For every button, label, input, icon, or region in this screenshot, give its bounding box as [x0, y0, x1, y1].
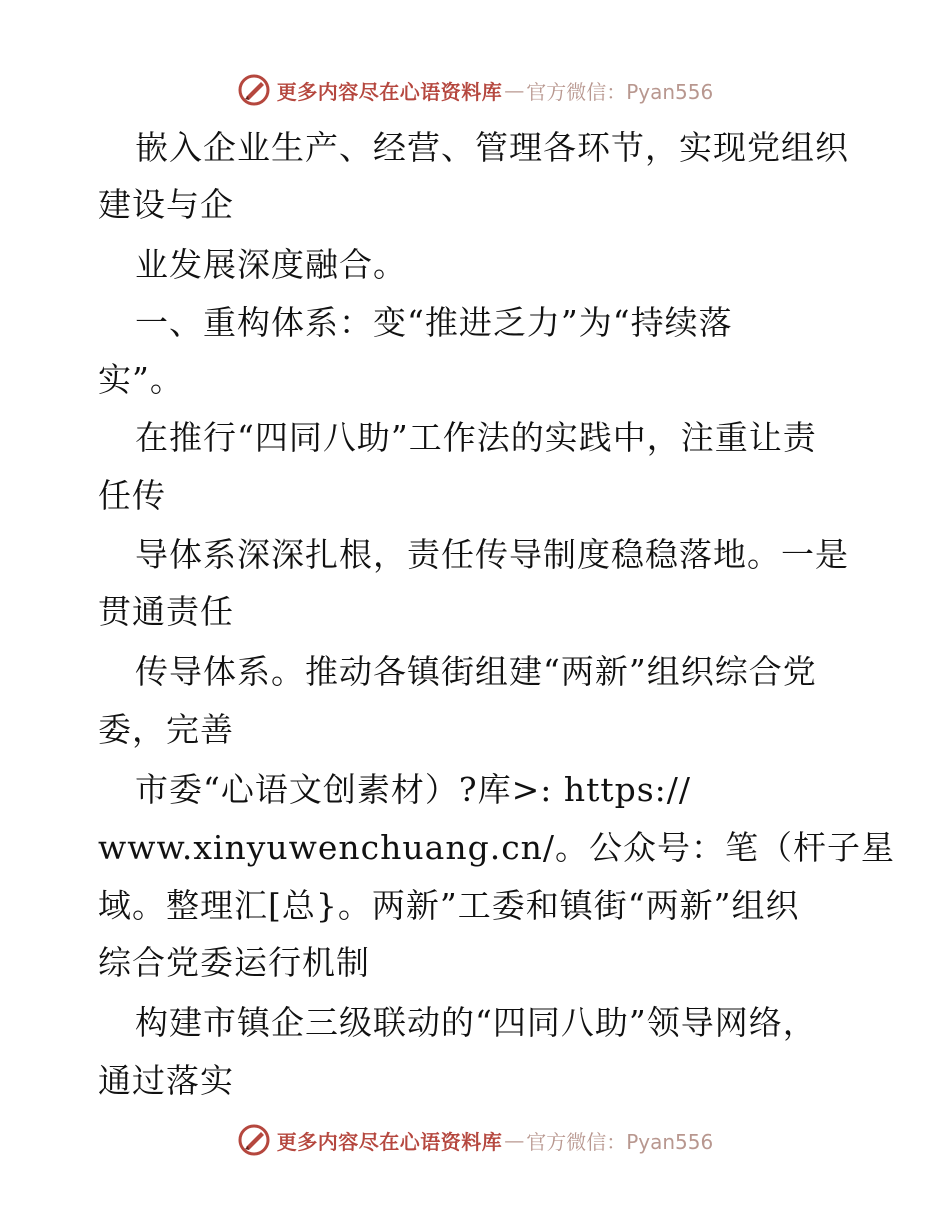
banner-dash: —	[504, 78, 525, 102]
section-heading: 一、重构体系：变“推进乏力”为“持续落	[135, 303, 733, 342]
text-line: 任传	[98, 476, 166, 515]
text-line: 市委“心语文创素材）?库>: https://	[135, 770, 692, 809]
text-line: 委，完善	[98, 710, 234, 749]
text-line: 贯通责任	[98, 592, 234, 631]
banner-site-text: 更多内容尽在心语资料库	[276, 1129, 503, 1154]
text-line: 通过落实	[98, 1061, 234, 1100]
brush-logo-icon	[237, 1123, 271, 1157]
text-line: 建设与企	[98, 185, 234, 224]
text-line: 传导体系。推动各镇街组建“两新”组织综合党	[135, 652, 817, 691]
text-line: 业发展深度融合。	[135, 245, 407, 284]
text-line: 导体系深深扎根，责任传导制度稳稳落地。一是	[135, 535, 849, 574]
text-line: 综合党委运行机制	[98, 943, 370, 982]
text-line: 嵌入企业生产、经营、管理各环节，实现党组织	[135, 128, 849, 167]
text-line: www.xinyuwenchuang.cn/。公众号：笔（杆子星	[98, 828, 896, 867]
text-line: 在推行“四同八助”工作法的实践中，注重让责	[135, 418, 817, 457]
text-line: 构建市镇企三级联动的“四同八助”领导网络，	[135, 1003, 817, 1042]
text-line: 实”。	[98, 360, 184, 399]
banner-dash: —	[504, 1128, 525, 1152]
banner-site-text: 更多内容尽在心语资料库	[276, 79, 503, 104]
banner-wechat-text: 官方微信：Pyan556	[526, 79, 714, 104]
banner-wechat-text: 官方微信：Pyan556	[526, 1129, 714, 1154]
footer-banner	[0, 1118, 950, 1162]
text-line: 域。整理汇[总}。两新”工委和镇街“两新”组织	[98, 886, 800, 925]
